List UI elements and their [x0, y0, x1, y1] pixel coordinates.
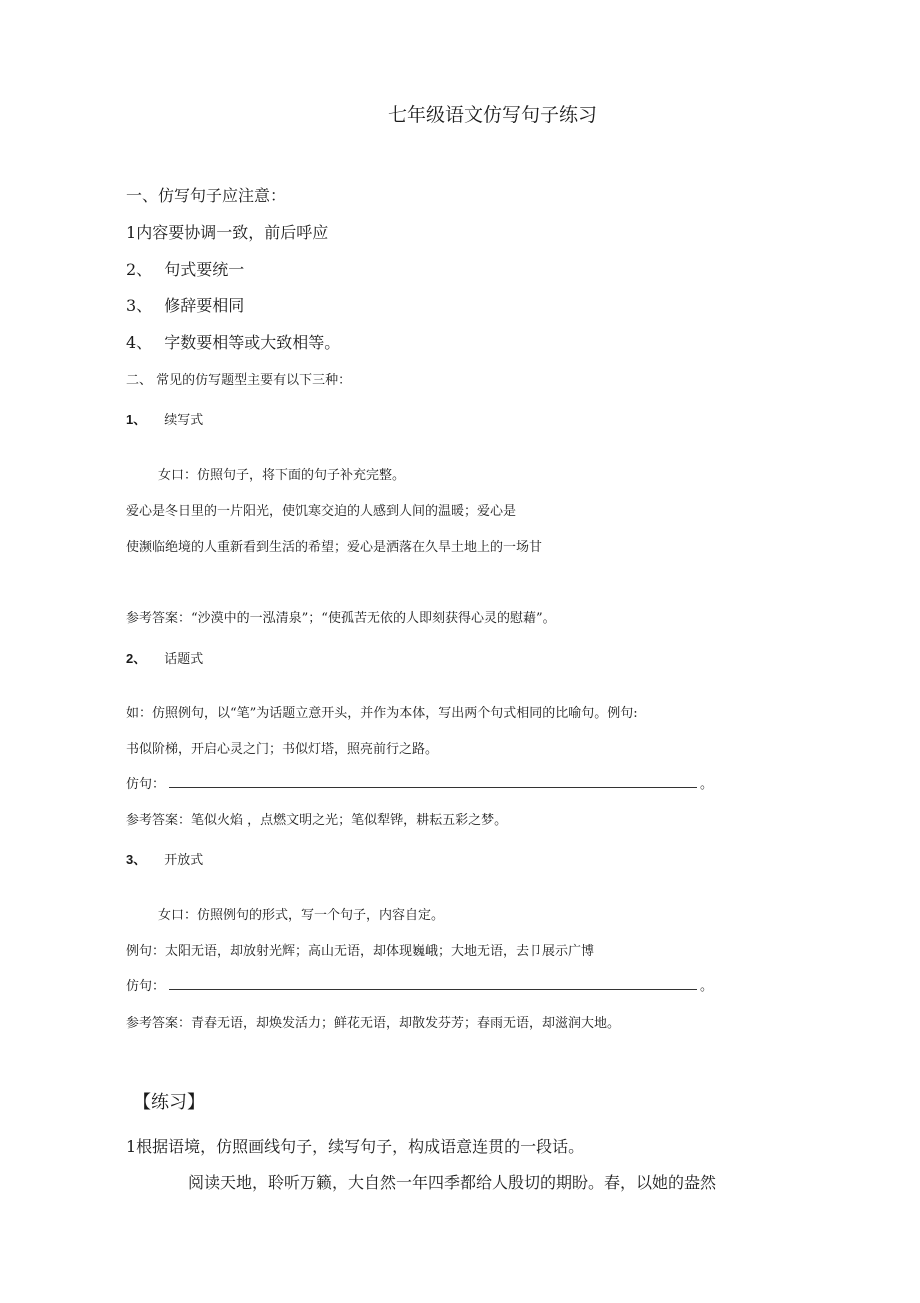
list-item-text: 内容要协调一致，前后呼应	[136, 223, 329, 242]
example-line: 使濒临绝境的人重新看到生活的希望；爱心是洒落在久旱土地上的一场甘	[126, 540, 543, 555]
type-prompt: 如：仿照例句，以“笔”为话题立意开头，并作为本体，写出两个句式相同的比喻句。例句:	[126, 706, 638, 721]
practice-passage: 阅读天地，聆听万籁，大自然一年四季都给人殷切的期盼。春，以她的盎然	[188, 1173, 717, 1192]
list-item-number: 4、	[126, 333, 153, 352]
list-item	[126, 293, 244, 316]
type-prompt: 女口：仿照例句的形式，写一个句子，内容自定。	[158, 908, 445, 923]
example-line: 爱心是冬日里的一片阳光，使饥寒交迫的人感到人间的温暖；爱心是	[126, 504, 517, 519]
list-item-text: 句式要统一	[164, 260, 245, 279]
fill-line	[126, 773, 713, 792]
type-name: 续写式	[164, 413, 204, 428]
fill-line	[126, 975, 713, 994]
list-item	[126, 257, 244, 280]
fill-end: 。	[700, 979, 714, 994]
list-item-text: 修辞要相同	[164, 296, 245, 315]
list-item-number: 1	[126, 223, 137, 242]
section1-heading: 一、仿写句子应注意：	[126, 186, 287, 205]
fill-end: 。	[700, 777, 714, 792]
answer-text: 参考答案：“沙漠中的一泓清泉”；“使孤苦无依的人即刻获得心灵的慰藉”。	[126, 611, 556, 626]
list-item-number: 3、	[126, 296, 153, 315]
type-name: 话题式	[164, 652, 204, 667]
type-name: 开放式	[164, 853, 204, 868]
type-number: 3、	[126, 852, 147, 867]
example-line: 书似阶梯，开启心灵之门；书似灯塔，照亮前行之路。	[126, 742, 439, 757]
type-heading	[126, 648, 203, 667]
list-item-number: 2、	[126, 260, 153, 279]
type-heading	[126, 849, 203, 868]
practice-heading: 【练习】	[133, 1092, 205, 1113]
type-prompt: 女口：仿照句子，将下面的句子补充完整。	[158, 468, 406, 483]
page-title: 七年级语文仿写句子练习	[388, 104, 598, 126]
example-line: 例句：太阳无语，却放射光辉；高山无语，却体现巍峨；大地无语，去卩展示广博	[126, 944, 595, 959]
practice-question: 1根据语境，仿照画线句子，续写句子，构成语意连贯的一段话。	[126, 1137, 585, 1156]
list-item-text: 字数要相等或大致相等。	[164, 333, 341, 352]
fill-label: 仿句：	[126, 979, 166, 994]
answer-blank[interactable]	[169, 775, 697, 788]
fill-label: 仿句：	[126, 777, 166, 792]
type-heading	[126, 409, 203, 428]
type-number: 1、	[126, 412, 147, 427]
answer-blank[interactable]	[169, 977, 697, 990]
type-number: 2、	[126, 651, 147, 666]
list-item	[126, 330, 340, 353]
list-item	[126, 220, 328, 243]
section2-heading: 二、 常见的仿写题型主要有以下三种：	[126, 373, 352, 388]
answer-text: 参考答案：青春无语，却焕发活力；鲜花无语，却散发芬芳；春雨无语，却滋润大地。	[126, 1016, 621, 1031]
answer-text: 参考答案：笔似火焰 ，点燃文明之光；笔似犁铧，耕耘五彩之梦。	[126, 813, 508, 828]
